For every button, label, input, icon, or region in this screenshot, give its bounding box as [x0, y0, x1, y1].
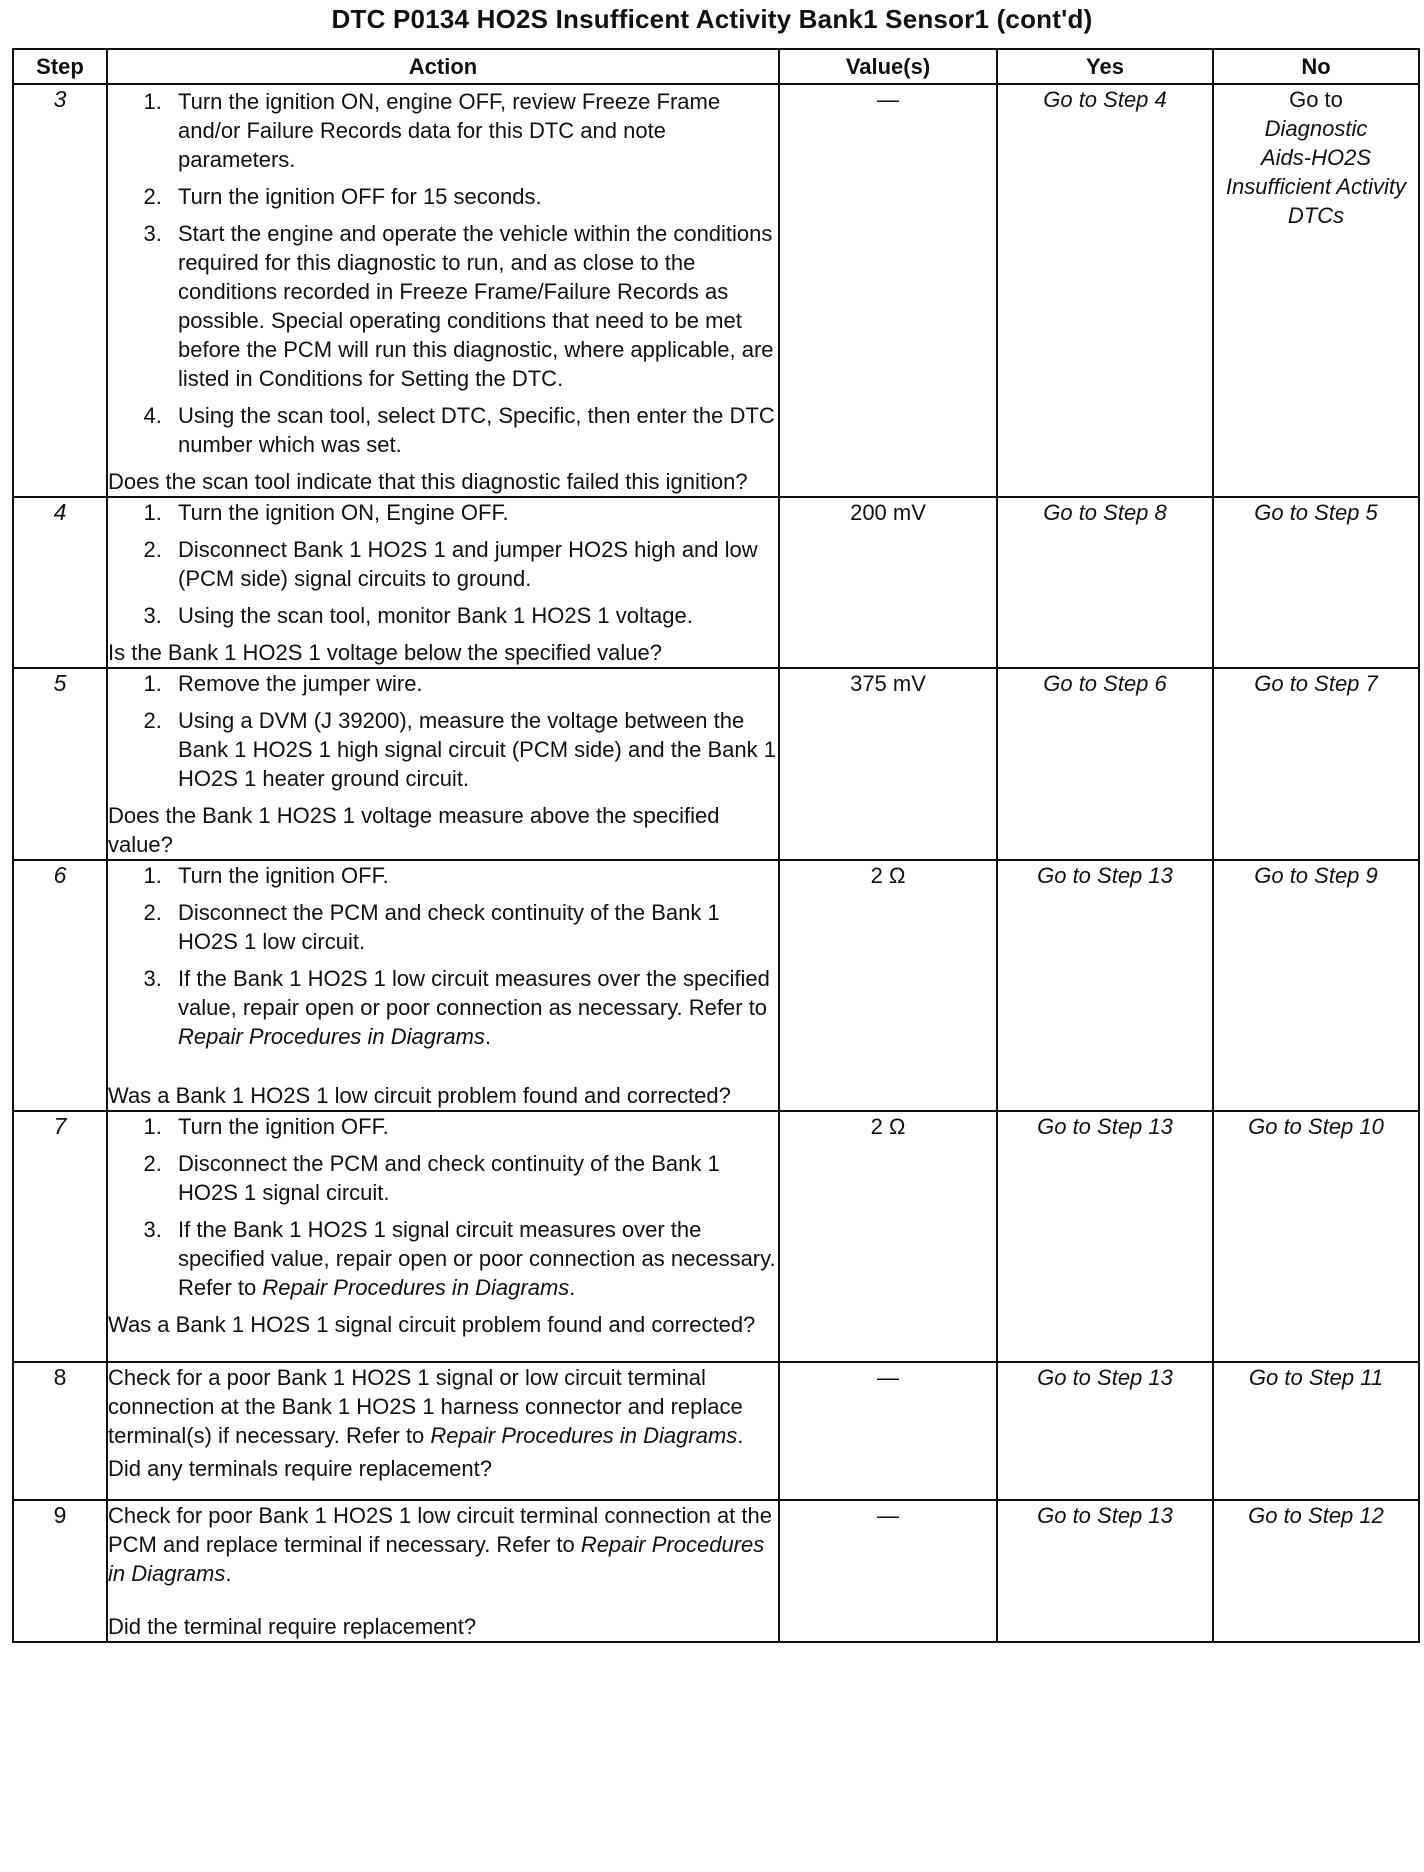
yes-link[interactable]: Go to Step 13 — [997, 1362, 1213, 1500]
repair-procedures-reference[interactable]: Repair Procedures in Diagrams — [108, 1532, 765, 1586]
action-list — [108, 87, 778, 459]
header-no: No — [1213, 49, 1419, 84]
action-question: Did any terminals require replacement? — [108, 1456, 492, 1481]
table-row-step-5 — [13, 668, 1419, 860]
value-cell: — — [779, 1500, 997, 1642]
page-title: DTC P0134 HO2S Insufficent Activity Bank1 Sensor1 (cont'd) — [331, 4, 1093, 34]
no-link[interactable]: Go to Step 7 — [1213, 668, 1419, 860]
no-link[interactable]: Go to Step 11 — [1213, 1362, 1419, 1500]
table-row-step-8 — [13, 1362, 1419, 1500]
value-cell: 2 Ω — [779, 1111, 997, 1362]
action-text-body: Check for poor Bank 1 HO2S 1 low circuit terminal connection at the PCM and replace terminal if necessary. Refer to — [108, 1503, 772, 1557]
header-values: Value(s) — [779, 49, 997, 84]
value-cell: — — [779, 84, 997, 497]
no-link[interactable]: Go to Step 5 — [1213, 497, 1419, 668]
action-question: Did the terminal require replacement? — [108, 1614, 477, 1639]
step-number: 7 — [13, 1111, 107, 1362]
step-number: 6 — [13, 860, 107, 1111]
value-cell: 200 mV — [779, 497, 997, 668]
action-item: 2. Disconnect Bank 1 HO2S 1 and jumper HO2S high and low (PCM side) signal circuits to ground. — [168, 535, 778, 593]
action-item: 2. Turn the ignition OFF for 15 seconds. — [168, 182, 778, 211]
action-cell — [107, 668, 779, 860]
action-item: 1. Remove the jumper wire. — [168, 669, 778, 698]
action-item: 2. Disconnect the PCM and check continuity of the Bank 1 HO2S 1 signal circuit. — [168, 1149, 778, 1207]
action-item: 3. Using the scan tool, monitor Bank 1 HO2S 1 voltage. — [168, 601, 778, 630]
step-number: 3 — [13, 84, 107, 497]
action-cell — [107, 1500, 779, 1642]
action-list — [108, 498, 778, 630]
action-cell — [107, 1111, 779, 1362]
header-step: Step — [13, 49, 107, 84]
action-item-text: If the Bank 1 HO2S 1 low circuit measures over the specified value, repair open or poor connection as necessary. Refer to — [178, 966, 770, 1020]
no-link[interactable]: Go to Step 9 — [1213, 860, 1419, 1111]
yes-link[interactable]: Go to Step 8 — [997, 497, 1213, 668]
diagnostic-table — [12, 48, 1420, 1643]
action-item: 1. Turn the ignition OFF. — [168, 861, 778, 890]
table-row-step-9 — [13, 1500, 1419, 1642]
header-action: Action — [107, 49, 779, 84]
action-question: Does the Bank 1 HO2S 1 voltage measure above the specified value? — [108, 803, 720, 857]
header-yes: Yes — [997, 49, 1213, 84]
action-question: Does the scan tool indicate that this diagnostic failed this ignition? — [108, 469, 748, 494]
action-text: Check for poor Bank 1 HO2S 1 low circuit terminal connection at the PCM and replace terminal if necessary. Refer to Repair Procedures in Diagrams. — [108, 1503, 772, 1586]
value-cell: 375 mV — [779, 668, 997, 860]
repair-procedures-reference[interactable]: Repair Procedures in Diagrams — [262, 1275, 570, 1300]
action-cell — [107, 1362, 779, 1500]
action-text-body: Check for a poor Bank 1 HO2S 1 signal or low circuit terminal connection at the Bank 1 HO2S 1 harness connector and replace terminal(s) if necessary. Refer to — [108, 1365, 743, 1448]
yes-link[interactable]: Go to Step 4 — [997, 84, 1213, 497]
no-link[interactable] — [1213, 84, 1419, 497]
header-row — [13, 49, 1419, 84]
table-row-step-7 — [13, 1111, 1419, 1362]
yes-link[interactable]: Go to Step 13 — [997, 1500, 1213, 1642]
action-list — [108, 1112, 778, 1302]
action-item: 2. Using a DVM (J 39200), measure the voltage between the Bank 1 HO2S 1 high signal circuit (PCM side) and the Bank 1 HO2S 1 heater ground circuit. — [168, 706, 778, 793]
table-row-step-6 — [13, 860, 1419, 1111]
table-row-step-3 — [13, 84, 1419, 497]
repair-procedures-reference[interactable]: Repair Procedures in Diagrams — [430, 1423, 738, 1448]
yes-link[interactable]: Go to Step 13 — [997, 1111, 1213, 1362]
repair-procedures-reference[interactable]: Repair Procedures in Diagrams — [178, 1024, 485, 1049]
step-number: 4 — [13, 497, 107, 668]
step-number: 9 — [13, 1500, 107, 1642]
action-item: 1. Turn the ignition ON, engine OFF, review Freeze Frame and/or Failure Records data for this DTC and note parameters. — [168, 87, 778, 174]
value-cell: — — [779, 1362, 997, 1500]
no-line: Aids-HO2S — [1260, 145, 1372, 170]
action-text: Check for a poor Bank 1 HO2S 1 signal or low circuit terminal connection at the Bank 1 HO2S 1 harness connector and replace terminal(s) if necessary. Refer to Repair Procedures in Diagrams. — [108, 1365, 744, 1448]
action-item: 3. Start the engine and operate the vehicle within the conditions required for this diagnostic to run, and as close to the conditions recorded in Freeze Frame/Failure Records as possible. Special operating conditions that need to be met before the PCM will run this diagnostic, where applicable, are listed in Conditions for Setting the DTC. — [168, 219, 778, 393]
action-item-text: If the Bank 1 HO2S 1 signal circuit measures over the specified value, repair open or poor connection as necessary. Refer to — [178, 1217, 776, 1300]
action-question: Was a Bank 1 HO2S 1 signal circuit problem found and corrected? — [108, 1312, 756, 1337]
action-item: 4. Using the scan tool, select DTC, Specific, then enter the DTC number which was set. — [168, 401, 778, 459]
action-item: 2. Disconnect the PCM and check continuity of the Bank 1 HO2S 1 low circuit. — [168, 898, 778, 956]
action-cell — [107, 84, 779, 497]
step-number: 8 — [13, 1362, 107, 1500]
action-item: 3. If the Bank 1 HO2S 1 signal circuit measures over the specified value, repair open or poor connection as necessary. Refer to Repair Procedures in Diagrams. — [168, 1215, 778, 1302]
no-line: Insufficient Activity — [1225, 174, 1407, 199]
yes-link[interactable]: Go to Step 13 — [997, 860, 1213, 1111]
action-cell — [107, 860, 779, 1111]
no-link[interactable]: Go to Step 10 — [1213, 1111, 1419, 1362]
action-item: 1. Turn the ignition ON, Engine OFF. — [168, 498, 778, 527]
action-list — [108, 861, 778, 1051]
action-list — [108, 669, 778, 793]
no-link[interactable]: Go to Step 12 — [1213, 1500, 1419, 1642]
no-line: Diagnostic — [1264, 116, 1368, 141]
yes-link[interactable]: Go to Step 6 — [997, 668, 1213, 860]
action-cell — [107, 497, 779, 668]
no-prefix: Go to — [1289, 87, 1343, 112]
action-question: Was a Bank 1 HO2S 1 low circuit problem found and corrected? — [108, 1083, 731, 1108]
action-item: 1. Turn the ignition OFF. — [168, 1112, 778, 1141]
action-question: Is the Bank 1 HO2S 1 voltage below the specified value? — [108, 640, 663, 665]
action-item: 3. If the Bank 1 HO2S 1 low circuit measures over the specified value, repair open or poor connection as necessary. Refer to Repair Procedures in Diagrams. — [168, 964, 778, 1051]
value-cell: 2 Ω — [779, 860, 997, 1111]
step-number: 5 — [13, 668, 107, 860]
table-row-step-4 — [13, 497, 1419, 668]
no-line: DTCs — [1287, 203, 1345, 228]
